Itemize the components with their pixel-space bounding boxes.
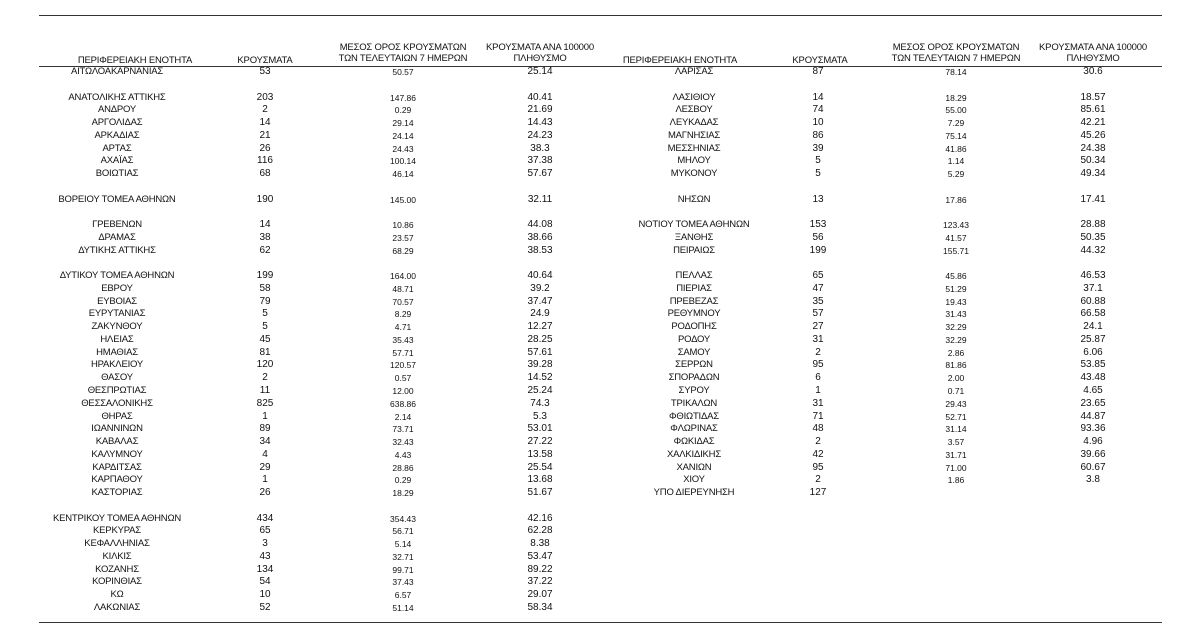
table-cell-avg: 0.29: [394, 475, 412, 486]
table-cell-avg: 32.43: [392, 437, 414, 448]
table-cell-name: ΦΘΙΩΤΙΔΑΣ: [669, 410, 719, 422]
table-cell-name: ΑΧΑΪΑΣ: [100, 155, 134, 167]
header-rate-line1: ΚΡΟΥΣΜΑΤΑ ΑΝΑ 100000: [486, 42, 594, 53]
table-cell-avg: 73.71: [392, 424, 414, 435]
table-cell-cases: 3: [262, 538, 268, 550]
table-cell-cases: 53: [259, 66, 271, 77]
table-cell-name: ΠΡΕΒΕΖΑΣ: [669, 295, 719, 307]
header-cases-right: ΚΡΟΥΣΜΑΤΑ: [792, 55, 848, 66]
table-cell-name: ΚΑΒΑΛΑΣ: [95, 436, 139, 448]
table-cell-name: ΧΑΛΚΙΔΙΚΗΣ: [666, 448, 722, 460]
table-cell-name: ΥΠΟ ΔΙΕΡΕΥΝΗΣΗ: [653, 487, 735, 499]
table-cell-cases: 13: [812, 193, 824, 205]
table-cell-rate: 57.67: [527, 168, 553, 180]
table-cell-name: ΤΡΙΚΑΛΩΝ: [670, 397, 718, 409]
table-cell-name: ΚΑΛΥΜΝΟΥ: [91, 448, 143, 460]
table-cell-cases: 190: [256, 193, 274, 205]
table-cell-cases: 27: [812, 321, 824, 333]
table-cell-name: ΑΡΓΟΛΙΔΑΣ: [91, 117, 143, 129]
table-cell-avg: 5.14: [394, 539, 412, 550]
table-cell-cases: 43: [259, 550, 271, 562]
table-cell-name: ΝΟΤΙΟΥ ΤΟΜΕΑ ΑΘΗΝΩΝ: [638, 219, 750, 231]
header-avg-left: [318, 42, 488, 64]
table-cell-rate: 13.58: [527, 448, 553, 460]
table-cell-cases: 47: [812, 282, 824, 294]
table-cell-avg: 7.29: [947, 118, 965, 129]
table-cell-cases: 74: [812, 104, 824, 116]
table-cell-rate: 38.66: [527, 231, 553, 243]
table-cell-cases: 14: [259, 219, 271, 231]
table-cell-rate: 40.64: [527, 270, 553, 282]
table-cell-rate: 38.3: [530, 142, 550, 154]
header-rate-right: [1018, 42, 1168, 64]
table-cell-rate: 14.52: [527, 372, 553, 384]
table-cell-rate: 21.69: [527, 104, 553, 116]
table-cell-name: ΞΑΝΘΗΣ: [674, 231, 714, 243]
table-cell-rate: 25.54: [527, 461, 553, 473]
table-cell-avg: 32.29: [945, 334, 967, 345]
table-cell-rate: 50.34: [1080, 155, 1106, 167]
header-avg-line2: ΤΩΝ ΤΕΛΕΥΤΑΙΩΝ 7 ΗΜΕΡΩΝ: [891, 53, 1021, 64]
table-cell-name: ΚΕΡΚΥΡΑΣ: [93, 525, 141, 537]
table-cell-rate: 28.25: [527, 333, 553, 345]
table-cell-cases: 29: [259, 461, 271, 473]
table-cell-cases: 10: [259, 589, 271, 601]
table-cell-name: ΠΕΛΛΑΣ: [675, 270, 713, 282]
table-cell-cases: 120: [256, 359, 274, 371]
table-cell-cases: 10: [812, 117, 824, 129]
table-cell-avg: 8.29: [394, 309, 412, 320]
table-cell-cases: 89: [259, 423, 271, 435]
table-cell-name: ΝΗΣΩΝ: [677, 193, 711, 205]
table-cell-avg: 35.43: [392, 334, 414, 345]
table-cell-name: ΘΑΣΟΥ: [101, 372, 133, 384]
table-cell-name: ΑΝΔΡΟΥ: [97, 104, 137, 116]
table-cell-name: ΒΟΡΕΙΟΥ ΤΟΜΕΑ ΑΘΗΝΩΝ: [58, 193, 176, 205]
table-cell-cases: 68: [259, 168, 271, 180]
table-cell-rate: 24.23: [527, 129, 553, 141]
table-cell-rate: 53.85: [1080, 359, 1106, 371]
table-cell-rate: 58.34: [527, 601, 553, 613]
table-cell-cases: 14: [259, 117, 271, 129]
table-cell-name: ΡΕΘΥΜΝΟΥ: [667, 308, 721, 320]
table-cell-name: ΚΑΡΠΑΘΟΥ: [91, 474, 143, 486]
table-cell-rate: 42.16: [527, 512, 553, 524]
table-cell-cases: 86: [812, 129, 824, 141]
table-cell-avg: 51.14: [392, 602, 414, 613]
table-cell-avg: 155.71: [943, 245, 969, 256]
table-cell-rate: 66.58: [1080, 308, 1106, 320]
table-cell-avg: 81.86: [945, 360, 967, 371]
table-cell-rate: 30.6: [1083, 66, 1103, 77]
table-cell-avg: 123.43: [943, 220, 969, 231]
table-cell-cases: 38: [259, 231, 271, 243]
table-cell-cases: 116: [257, 155, 273, 167]
table-cell-name: ΜΑΓΝΗΣΙΑΣ: [667, 129, 721, 141]
table-cell-rate: 3.8: [1086, 474, 1100, 486]
table-cell-cases: 56: [812, 231, 824, 243]
table-cell-name: ΚΑΣΤΟΡΙΑΣ: [91, 487, 143, 499]
table-cell-cases: 5: [262, 308, 268, 320]
table-cell-cases: 31: [812, 397, 824, 409]
table-cell-cases: 71: [812, 410, 824, 422]
table-cell-avg: 41.57: [945, 232, 967, 243]
table-cell-cases: 62: [259, 244, 271, 256]
table-cell-cases: 6: [815, 372, 821, 384]
table-cell-name: ΛΕΣΒΟΥ: [675, 104, 713, 116]
table-cell-cases: 199: [256, 270, 274, 282]
table-cell-rate: 25.14: [527, 66, 553, 77]
table-cell-avg: 4.43: [394, 449, 412, 460]
table-cell-cases: 48: [812, 423, 824, 435]
table-cell-rate: 13.68: [527, 474, 553, 486]
table-cell-name: ΕΒΡΟΥ: [101, 282, 133, 294]
table-cell-cases: 65: [812, 270, 824, 282]
table-cell-rate: 51.67: [527, 487, 553, 499]
table-cell-rate: 49.34: [1080, 168, 1106, 180]
table-cell-rate: 4.65: [1083, 385, 1103, 396]
table-cell-name: ΚΙΛΚΙΣ: [102, 550, 132, 562]
table-cell-cases: 58: [259, 282, 271, 294]
table-cell-cases: 87: [812, 66, 824, 77]
table-cell-name: ΒΟΙΩΤΙΑΣ: [95, 168, 139, 180]
table-cell-rate: 50.35: [1080, 231, 1106, 243]
table-cell-name: ΘΗΡΑΣ: [101, 410, 133, 422]
table-cell-cases: 52: [259, 601, 271, 613]
table-cell-avg: 32.29: [945, 322, 967, 333]
table-cell-cases: 21: [259, 129, 271, 141]
table-cell-cases: 35: [812, 295, 824, 307]
table-cell-avg: 28.86: [392, 462, 414, 473]
table-cell-avg: 32.71: [392, 551, 414, 562]
table-cell-rate: 57.61: [527, 346, 553, 358]
table-cell-rate: 23.65: [1080, 397, 1106, 409]
table-cell-name: ΣΥΡΟΥ: [678, 385, 710, 396]
table-cell-cases: 11: [259, 385, 271, 396]
table-cell-name: ΔΥΤΙΚΟΥ ΤΟΜΕΑ ΑΘΗΝΩΝ: [59, 270, 175, 282]
table-cell-rate: 6.06: [1083, 346, 1103, 358]
table-cell-name: ΜΕΣΣΗΝΙΑΣ: [667, 142, 721, 154]
table-cell-cases: 203: [256, 91, 274, 103]
table-cell-cases: 81: [259, 346, 271, 358]
table-cell-cases: 1: [262, 410, 268, 422]
table-cell-cases: 45: [259, 333, 271, 345]
header-region-left: ΠΕΡΙΦΕΡΕΙΑΚΗ ΕΝΟΤΗΤΑ: [77, 55, 193, 66]
table-cell-name: ΗΡΑΚΛΕΙΟΥ: [90, 359, 144, 371]
table-cell-cases: 1: [262, 474, 268, 486]
table-cell-name: ΣΠΟΡΑΔΩΝ: [668, 372, 720, 384]
table-cell-avg: 75.14: [945, 130, 967, 141]
table-cell-avg: 17.86: [945, 194, 967, 205]
header-avg-line1: ΜΕΣΟΣ ΟΡΟΣ ΚΡΟΥΣΜΑΤΩΝ: [339, 42, 467, 53]
header-avg-line2: ΤΩΝ ΤΕΛΕΥΤΑΙΩΝ 7 ΗΜΕΡΩΝ: [338, 53, 468, 64]
table-cell-avg: 41.86: [945, 143, 967, 154]
table-cell-rate: 29.07: [527, 589, 553, 601]
table-cell-avg: 1.86: [947, 475, 965, 486]
header-avg-line1: ΜΕΣΟΣ ΟΡΟΣ ΚΡΟΥΣΜΑΤΩΝ: [892, 42, 1020, 53]
header-region-right: ΠΕΡΙΦΕΡΕΙΑΚΗ ΕΝΟΤΗΤΑ: [622, 55, 738, 66]
table-cell-rate: 25.87: [1080, 333, 1106, 345]
table-cell-rate: 45.26: [1080, 129, 1106, 141]
table-cell-avg: 29.43: [945, 398, 967, 409]
top-rule: [39, 15, 1162, 16]
table-cell-rate: 37.22: [527, 576, 553, 588]
table-cell-rate: 25.24: [527, 385, 553, 396]
table-cell-avg: 3.57: [947, 437, 965, 448]
table-cell-avg: 45.86: [945, 271, 967, 282]
table-cell-avg: 29.14: [392, 118, 414, 129]
table-cell-cases: 825: [256, 397, 274, 409]
table-cell-rate: 44.08: [527, 219, 553, 231]
table-cell-cases: 34: [259, 436, 271, 448]
table-cell-cases: 39: [812, 142, 824, 154]
table-cell-cases: 5: [815, 168, 821, 180]
header-rate-line2: ΠΛΗΘΥΣΜΟ: [1066, 53, 1120, 64]
table-cell-cases: 95: [812, 359, 824, 371]
table-cell-cases: 434: [256, 512, 274, 524]
table-cell-name: ΗΛΕΙΑΣ: [100, 333, 134, 345]
header-rate-line1: ΚΡΟΥΣΜΑΤΑ ΑΝΑ 100000: [1039, 42, 1147, 53]
table-cell-cases: 5: [262, 321, 268, 333]
table-cell-rate: 24.1: [1083, 321, 1103, 333]
table-cell-avg: 24.14: [392, 130, 414, 141]
table-cell-cases: 2: [262, 372, 268, 384]
table-cell-avg: 145.00: [390, 194, 416, 205]
table-cell-cases: 199: [809, 244, 827, 256]
table-cell-avg: 0.29: [394, 105, 412, 116]
table-cell-avg: 4.71: [394, 322, 412, 333]
table-cell-avg: 23.57: [392, 232, 414, 243]
table-cell-rate: 37.47: [527, 295, 553, 307]
table-cell-avg: 5.29: [947, 169, 965, 180]
table-cell-rate: 32.11: [527, 193, 553, 205]
table-cell-name: ΘΕΣΠΡΩΤΙΑΣ: [87, 385, 147, 396]
table-cell-avg: 57.71: [392, 347, 414, 358]
table-cell-cases: 26: [259, 487, 271, 499]
table-cell-avg: 638.86: [390, 398, 416, 409]
table-cell-avg: 2.00: [947, 373, 965, 384]
table-cell-cases: 2: [815, 346, 821, 358]
table-cell-name: ΜΥΚΟΝΟΥ: [670, 168, 718, 180]
table-cell-avg: 70.57: [392, 296, 414, 307]
table-cell-avg: 31.14: [945, 424, 967, 435]
header-avg-right: [871, 42, 1041, 64]
table-cell-avg: 24.43: [392, 143, 414, 154]
table-cell-cases: 26: [259, 142, 271, 154]
table-cell-avg: 37.43: [392, 577, 414, 588]
table-cell-avg: 2.86: [947, 347, 965, 358]
table-cell-rate: 12.27: [527, 321, 553, 333]
table-cell-cases: 65: [259, 525, 271, 537]
table-cell-cases: 153: [809, 219, 827, 231]
table-cell-rate: 93.36: [1080, 423, 1106, 435]
table-cell-rate: 53.47: [527, 550, 553, 562]
table-cell-name: ΑΙΤΩΛΟΑΚΑΡΝΑΝΙΑΣ: [70, 66, 164, 77]
table-cell-cases: 4: [262, 448, 268, 460]
table-cell-rate: 27.22: [527, 436, 553, 448]
table-cell-rate: 62.28: [527, 525, 553, 537]
table-cell-name: ΚΟΖΑΝΗΣ: [95, 563, 139, 575]
table-cell-name: ΡΟΔΟΥ: [677, 333, 711, 345]
table-cell-rate: 37.38: [527, 155, 553, 167]
table-cell-name: ΚΕΝΤΡΙΚΟΥ ΤΟΜΕΑ ΑΘΗΝΩΝ: [52, 512, 182, 524]
table-cell-name: ΛΕΥΚΑΔΑΣ: [669, 117, 719, 129]
table-cell-cases: 95: [812, 461, 824, 473]
table-cell-rate: 60.88: [1080, 295, 1106, 307]
table-cell-name: ΠΕΙΡΑΙΩΣ: [673, 244, 715, 256]
table-cell-cases: 57: [812, 308, 824, 320]
table-cell-avg: 18.29: [392, 488, 414, 499]
table-cell-name: ΠΙΕΡΙΑΣ: [676, 282, 712, 294]
table-cell-name: ΡΟΔΟΠΗΣ: [671, 321, 717, 333]
table-cell-rate: 37.1: [1083, 282, 1103, 294]
table-cell-avg: 50.57: [392, 67, 414, 77]
table-cell-avg: 0.57: [394, 373, 412, 384]
table-cell-rate: 60.67: [1080, 461, 1106, 473]
table-cell-avg: 71.00: [945, 462, 967, 473]
table-cell-rate: 8.38: [530, 538, 550, 550]
table-cell-rate: 28.88: [1080, 219, 1106, 231]
table-cell-avg: 354.43: [390, 513, 416, 524]
table-cell-rate: 89.22: [527, 563, 553, 575]
table-cell-avg: 12.00: [392, 386, 414, 396]
table-cell-rate: 74.3: [530, 397, 550, 409]
table-cell-name: ΕΥΒΟΙΑΣ: [97, 295, 137, 307]
table-cell-avg: 164.00: [390, 271, 416, 282]
table-cell-avg: 120.57: [390, 360, 416, 371]
table-cell-avg: 68.29: [392, 245, 414, 256]
table-cell-name: ΦΛΩΡΙΝΑΣ: [670, 423, 718, 435]
table-cell-rate: 38.53: [527, 244, 553, 256]
table-cell-rate: 85.61: [1080, 104, 1106, 116]
table-cell-avg: 10.86: [392, 220, 414, 231]
table-cell-name: ΑΡΤΑΣ: [102, 142, 132, 154]
table-cell-avg: 46.14: [392, 169, 414, 180]
table-cell-avg: 18.29: [945, 92, 967, 103]
table-cell-rate: 39.66: [1080, 448, 1106, 460]
table-cell-rate: 44.87: [1080, 410, 1106, 422]
table-cell-rate: 4.96: [1083, 436, 1103, 448]
table-cell-rate: 24.9: [530, 308, 550, 320]
table-cell-avg: 19.43: [945, 296, 967, 307]
table-cell-name: ΑΝΑΤΟΛΙΚΗΣ ΑΤΤΙΚΗΣ: [68, 91, 166, 103]
table-cell-name: ΗΜΑΘΙΑΣ: [96, 346, 138, 358]
bottom-rule: [39, 622, 1162, 623]
table-cell-cases: 54: [259, 576, 271, 588]
table-cell-avg: 31.43: [945, 309, 967, 320]
table-cell-rate: 53.01: [527, 423, 553, 435]
table-cell-name: ΙΩΑΝΝΙΝΩΝ: [91, 423, 143, 435]
table-cell-rate: 14.43: [527, 117, 553, 129]
table-cell-cases: 127: [809, 487, 827, 499]
table-cell-avg: 55.00: [945, 105, 967, 116]
table-cell-name: ΜΗΛΟΥ: [677, 155, 711, 167]
table-cell-avg: 1.14: [947, 156, 965, 167]
table-cell-rate: 40.41: [527, 91, 553, 103]
table-cell-name: ΛΑΣΙΘΙΟΥ: [672, 91, 716, 103]
table-cell-avg: 147.86: [390, 92, 416, 103]
table-cell-avg: 78.14: [945, 67, 967, 77]
header-cases-left: ΚΡΟΥΣΜΑΤΑ: [237, 55, 293, 66]
table-cell-name: ΖΑΚΥΝΘΟΥ: [91, 321, 143, 333]
table-cell-name: ΣΕΡΡΩΝ: [675, 359, 713, 371]
table-cell-avg: 48.71: [392, 283, 414, 294]
table-cell-avg: 51.29: [945, 283, 967, 294]
table-cell-name: ΚΑΡΔΙΤΣΑΣ: [92, 461, 142, 473]
table-cell-name: ΚΕΦΑΛΛΗΝΙΑΣ: [84, 538, 150, 550]
table-cell-avg: 2.14: [394, 411, 412, 422]
table-cell-name: ΑΡΚΑΔΙΑΣ: [94, 129, 140, 141]
table-cell-name: ΔΥΤΙΚΗΣ ΑΤΤΙΚΗΣ: [78, 244, 156, 256]
table-cell-avg: 31.71: [945, 449, 967, 460]
table-cell-rate: 24.38: [1080, 142, 1106, 154]
table-cell-rate: 39.2: [530, 282, 550, 294]
table-cell-rate: 43.48: [1080, 372, 1106, 384]
table-cell-name: ΚΟΡΙΝΘΙΑΣ: [92, 576, 142, 588]
table-cell-avg: 6.57: [394, 590, 412, 601]
table-cell-cases: 79: [259, 295, 271, 307]
table-cell-rate: 18.57: [1080, 91, 1106, 103]
table-cell-rate: 42.21: [1080, 117, 1106, 129]
table-cell-rate: 44.32: [1080, 244, 1106, 256]
table-cell-cases: 2: [262, 104, 268, 116]
table-cell-rate: 17.41: [1080, 193, 1106, 205]
table-cell-cases: 31: [812, 333, 824, 345]
table-cell-name: ΘΕΣΣΑΛΟΝΙΚΗΣ: [81, 397, 153, 409]
table-cell-avg: 100.14: [390, 156, 416, 167]
table-cell-name: ΓΡΕΒΕΝΩΝ: [92, 219, 142, 231]
table-cell-rate: 46.53: [1080, 270, 1106, 282]
table-cell-name: ΦΩΚΙΔΑΣ: [673, 436, 715, 448]
table-cell-name: ΕΥΡΥΤΑΝΙΑΣ: [88, 308, 146, 320]
table-cell-avg: 56.71: [392, 526, 414, 537]
table-cell-name: ΛΑΚΩΝΙΑΣ: [93, 601, 141, 613]
table-cell-rate: 39.28: [527, 359, 553, 371]
table-cell-cases: 5: [815, 155, 821, 167]
table-cell-name: ΚΩ: [110, 589, 124, 601]
table-cell-cases: 134: [256, 563, 274, 575]
table-cell-name: ΣΑΜΟΥ: [677, 346, 711, 358]
table-cell-avg: 52.71: [945, 411, 967, 422]
table-cell-cases: 1: [815, 385, 821, 396]
table-cell-name: ΧΑΝΙΩΝ: [676, 461, 712, 473]
table-cell-cases: 2: [815, 436, 821, 448]
table-cell-avg: 0.71: [947, 386, 965, 396]
table-cell-avg: 99.71: [392, 564, 414, 575]
table-cell-rate: 5.3: [533, 410, 547, 422]
table-cell-name: ΛΑΡΙΣΑΣ: [674, 66, 714, 77]
table-cell-name: ΧΙΟΥ: [683, 474, 705, 486]
table-cell-name: ΔΡΑΜΑΣ: [98, 231, 136, 243]
table-cell-cases: 2: [815, 474, 821, 486]
header-rate-line2: ΠΛΗΘΥΣΜΟ: [513, 53, 567, 64]
table-cell-cases: 14: [812, 91, 824, 103]
table-cell-cases: 42: [812, 448, 824, 460]
